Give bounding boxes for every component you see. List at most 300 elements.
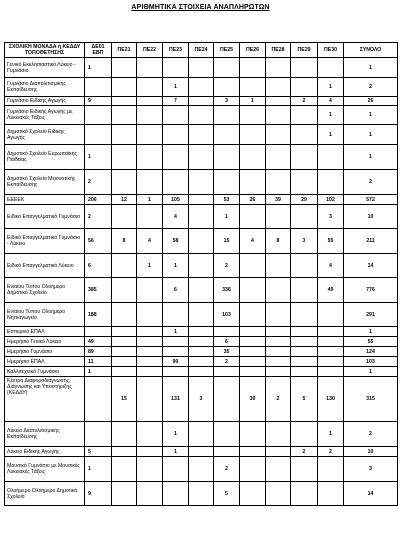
count-cell: 55 (318, 229, 344, 254)
count-cell (266, 205, 291, 229)
count-cell (318, 327, 344, 337)
count-cell (189, 254, 214, 278)
count-cell: 4 (163, 205, 189, 229)
row-total-cell: 2 (344, 78, 398, 97)
count-cell (137, 422, 163, 447)
count-cell (189, 327, 214, 337)
count-cell (112, 78, 137, 97)
count-cell (318, 367, 344, 377)
count-cell: 6 (85, 254, 112, 278)
school-unit-name: ΕΕΕΕΚ (5, 195, 85, 205)
count-cell (112, 337, 137, 347)
table-row (5, 97, 398, 106)
count-cell (189, 337, 214, 347)
count-cell (137, 170, 163, 195)
count-cell (85, 125, 112, 145)
count-cell: 8 (266, 229, 291, 254)
column-header: ΠΕ30 (318, 43, 344, 58)
count-cell: 1 (137, 195, 163, 205)
table-body (5, 58, 398, 506)
count-cell: 15 (112, 377, 137, 422)
count-cell: 3 (291, 229, 318, 254)
table-row (5, 482, 398, 506)
row-total-cell: 10 (344, 447, 398, 457)
count-cell (291, 278, 318, 303)
count-cell: 1 (240, 97, 266, 106)
count-cell (240, 303, 266, 327)
count-cell (112, 347, 137, 357)
count-cell (137, 58, 163, 78)
row-total-cell: 103 (344, 357, 398, 367)
count-cell (137, 278, 163, 303)
count-cell (112, 482, 137, 506)
count-cell: 1 (85, 58, 112, 78)
count-cell (240, 254, 266, 278)
school-unit-name: Ημερήσιο Γενικό Λύκειο (5, 337, 85, 347)
count-cell (112, 327, 137, 337)
count-cell (163, 367, 189, 377)
count-cell (266, 97, 291, 106)
count-cell (137, 482, 163, 506)
count-cell (318, 170, 344, 195)
count-cell (85, 422, 112, 447)
count-cell (240, 145, 266, 170)
count-cell (266, 457, 291, 482)
table-row (5, 278, 398, 303)
school-unit-name: Γυμνάσιο Ειδικής Αγωγής (5, 97, 85, 106)
count-cell (214, 106, 240, 125)
count-cell: 1 (163, 78, 189, 97)
row-total-cell: 1 (344, 367, 398, 377)
school-unit-name: Εσπερινό ΕΠΑΛ (5, 327, 85, 337)
count-cell: 2 (214, 254, 240, 278)
count-cell (318, 457, 344, 482)
row-total-cell: 211 (344, 229, 398, 254)
count-cell: 1 (163, 422, 189, 447)
school-unit-name: Γυμνάσιο Ειδικής Αγωγής με Λυκειακές Τάξεις (5, 106, 85, 125)
count-cell (112, 303, 137, 327)
count-cell (214, 78, 240, 97)
count-cell (266, 422, 291, 447)
count-cell (240, 78, 266, 97)
row-total-cell: 1 (344, 145, 398, 170)
count-cell (291, 327, 318, 337)
table-row (5, 447, 398, 457)
count-cell (189, 145, 214, 170)
count-cell (318, 347, 344, 357)
row-total-cell: 1 (344, 327, 398, 337)
table-row (5, 347, 398, 357)
header-row (5, 43, 398, 58)
count-cell (163, 106, 189, 125)
column-header: ΣΧΟΛΙΚΗ ΜΟΝΑΔΑ ή ΚΕΔΔΥ ΤΟΠΟΘΕΤΗΣΗΣ (5, 43, 85, 58)
count-cell (112, 106, 137, 125)
count-cell (189, 303, 214, 327)
count-cell (163, 125, 189, 145)
count-cell: 1 (163, 447, 189, 457)
column-header: ΠΕ25 (214, 43, 240, 58)
count-cell: 12 (112, 195, 137, 205)
count-cell (266, 78, 291, 97)
count-cell (214, 58, 240, 78)
school-unit-name: Γενικό Εκκλησιαστικό Λύκειο - Γυμνάσιο (5, 58, 85, 78)
table-row (5, 457, 398, 482)
count-cell: 35 (214, 347, 240, 357)
count-cell (291, 170, 318, 195)
row-total-cell: 55 (344, 337, 398, 347)
count-cell: 6 (214, 337, 240, 347)
count-cell (291, 457, 318, 482)
school-unit-name: Ολοήμερο Ολοήμερο Δημοτικό Σχολείο (5, 482, 85, 506)
count-cell (189, 97, 214, 106)
count-cell: 3 (189, 377, 214, 422)
count-cell: 90 (163, 357, 189, 367)
school-unit-name: Ενιαίου Τύπου Ολοήμερο Δημοτικό Σχολείο (5, 278, 85, 303)
column-header: ΠΕ24 (189, 43, 214, 58)
count-cell (318, 337, 344, 347)
count-cell: 3 (214, 97, 240, 106)
table-row (5, 422, 398, 447)
table-row (5, 367, 398, 377)
count-cell (266, 278, 291, 303)
count-cell (266, 125, 291, 145)
count-cell (240, 58, 266, 78)
document-title: ΑΡΙΘΜΗΤΙΚΑ ΣΤΟΙΧΕΙΑ ΑΝΑΠΛΗΡΩΤΩΝ (131, 4, 270, 11)
count-cell (163, 347, 189, 357)
count-cell (189, 78, 214, 97)
row-total-cell: 315 (344, 377, 398, 422)
count-cell (189, 205, 214, 229)
count-cell (112, 145, 137, 170)
column-header: ΠΕ26 (240, 43, 266, 58)
count-cell (189, 447, 214, 457)
count-cell (112, 447, 137, 457)
count-cell (266, 367, 291, 377)
count-cell (291, 482, 318, 506)
count-cell (291, 337, 318, 347)
count-cell (240, 106, 266, 125)
table-row (5, 337, 398, 347)
count-cell: 4 (240, 229, 266, 254)
count-cell: 1 (318, 422, 344, 447)
count-cell: 15 (214, 229, 240, 254)
count-cell (137, 377, 163, 422)
school-unit-name: Ειδικό Επαγγελματικό Γυμνάσιο (5, 205, 85, 229)
row-total-cell: 26 (344, 97, 398, 106)
count-cell (85, 78, 112, 97)
table-row (5, 78, 398, 97)
row-total-cell: 14 (344, 482, 398, 506)
table-row (5, 254, 398, 278)
count-cell (137, 303, 163, 327)
count-cell (240, 347, 266, 357)
count-cell (240, 457, 266, 482)
school-unit-name: Ημερήσιο ΕΠΑΛ (5, 357, 85, 367)
table-row (5, 106, 398, 125)
count-cell (266, 337, 291, 347)
count-cell (112, 125, 137, 145)
column-header: ΠΕ29 (291, 43, 318, 58)
school-unit-name: Μουσικό Γυμνάσιο με Μουσικές Λυκειακές Τάξεις (5, 457, 85, 482)
count-cell (266, 347, 291, 357)
substitutes-table (4, 42, 398, 506)
count-cell: 385 (85, 278, 112, 303)
count-cell: 1 (85, 457, 112, 482)
count-cell (112, 97, 137, 106)
count-cell (291, 58, 318, 78)
count-cell (318, 482, 344, 506)
row-total-cell: 291 (344, 303, 398, 327)
row-total-cell: 124 (344, 347, 398, 357)
count-cell (318, 357, 344, 367)
table-row (5, 125, 398, 145)
count-cell: 2 (85, 205, 112, 229)
count-cell (163, 145, 189, 170)
count-cell: 58 (163, 229, 189, 254)
count-cell: 2 (318, 447, 344, 457)
count-cell: 2 (85, 170, 112, 195)
count-cell (266, 170, 291, 195)
table-row (5, 377, 398, 422)
count-cell (189, 482, 214, 506)
count-cell: 56 (85, 229, 112, 254)
row-total-cell: 776 (344, 278, 398, 303)
count-cell: 39 (266, 195, 291, 205)
count-cell: 1 (214, 205, 240, 229)
count-cell: 49 (318, 278, 344, 303)
count-cell: 1 (318, 125, 344, 145)
count-cell (189, 367, 214, 377)
count-cell (85, 327, 112, 337)
count-cell (240, 125, 266, 145)
count-cell (240, 357, 266, 367)
column-header: ΠΕ23 (163, 43, 189, 58)
school-unit-name: Δημοτικό Σχολείο Ευρωπαϊκής Παιδείας (5, 145, 85, 170)
count-cell: 11 (85, 357, 112, 367)
count-cell: 206 (85, 195, 112, 205)
count-cell: 103 (214, 303, 240, 327)
table-row (5, 170, 398, 195)
count-cell (85, 377, 112, 422)
count-cell (240, 205, 266, 229)
count-cell (266, 303, 291, 327)
row-total-cell: 10 (344, 205, 398, 229)
count-cell: 1 (85, 367, 112, 377)
count-cell: 2 (291, 447, 318, 457)
count-cell: 2 (214, 457, 240, 482)
column-header: ΠΕ28 (266, 43, 291, 58)
count-cell (318, 303, 344, 327)
count-cell (214, 125, 240, 145)
count-cell: 3 (318, 205, 344, 229)
count-cell (112, 457, 137, 482)
count-cell: 9 (85, 97, 112, 106)
count-cell (266, 447, 291, 457)
count-cell (112, 170, 137, 195)
school-unit-name: Δημοτικό Σχολείο Ειδικής Αγωγής (5, 125, 85, 145)
count-cell (318, 58, 344, 78)
count-cell: 131 (163, 377, 189, 422)
count-cell (112, 58, 137, 78)
count-cell: 105 (163, 195, 189, 205)
count-cell (318, 145, 344, 170)
count-cell: 4 (137, 229, 163, 254)
count-cell (291, 357, 318, 367)
count-cell: 7 (163, 97, 189, 106)
count-cell: 2 (214, 357, 240, 367)
count-cell (163, 337, 189, 347)
count-cell (112, 357, 137, 367)
count-cell (189, 357, 214, 367)
count-cell (137, 347, 163, 357)
count-cell (137, 106, 163, 125)
count-cell (112, 367, 137, 377)
count-cell (291, 205, 318, 229)
count-cell (137, 447, 163, 457)
count-cell: 336 (214, 278, 240, 303)
count-cell (137, 97, 163, 106)
count-cell (137, 78, 163, 97)
count-cell: 26 (240, 195, 266, 205)
count-cell: 6 (163, 278, 189, 303)
count-cell (291, 422, 318, 447)
school-unit-name: Κέντρα Διαφοροδιάγνωσης, Διάγνωσης και Υποστήριξης (ΚΕΔΔΥ) (5, 377, 85, 422)
count-cell (189, 347, 214, 357)
count-cell (137, 457, 163, 482)
count-cell: 89 (85, 347, 112, 357)
count-cell (137, 125, 163, 145)
count-cell (189, 422, 214, 447)
count-cell (266, 254, 291, 278)
table-row (5, 58, 398, 78)
count-cell (240, 170, 266, 195)
count-cell (291, 78, 318, 97)
count-cell (214, 170, 240, 195)
row-total-cell: 14 (344, 254, 398, 278)
column-header: ΣΥΝΟΛΟ (344, 43, 398, 58)
count-cell (240, 422, 266, 447)
count-cell: 5 (291, 377, 318, 422)
count-cell: 188 (85, 303, 112, 327)
count-cell: 2 (266, 377, 291, 422)
count-cell (240, 482, 266, 506)
count-cell: 1 (318, 106, 344, 125)
count-cell (137, 357, 163, 367)
count-cell (112, 254, 137, 278)
count-cell: 5 (85, 447, 112, 457)
count-cell: 4 (318, 254, 344, 278)
count-cell (163, 482, 189, 506)
row-total-cell: 1 (344, 106, 398, 125)
count-cell (266, 357, 291, 367)
count-cell (240, 447, 266, 457)
row-total-cell: 1 (344, 125, 398, 145)
count-cell: 2 (291, 97, 318, 106)
count-cell (189, 170, 214, 195)
count-cell (189, 229, 214, 254)
count-cell (137, 205, 163, 229)
count-cell: 8 (112, 229, 137, 254)
count-cell: 49 (85, 337, 112, 347)
count-cell (189, 58, 214, 78)
count-cell (137, 145, 163, 170)
count-cell: 53 (214, 195, 240, 205)
count-cell (240, 367, 266, 377)
school-unit-name: Γυμνάσιο Διαπολιτισμικής Εκπαίδευσης (5, 78, 85, 97)
column-header: ΔΕ01 ΕΒΠ (85, 43, 112, 58)
school-unit-name: Καλλιτεχνικό Γυμνάσιο (5, 367, 85, 377)
count-cell: 1 (163, 254, 189, 278)
count-cell (266, 482, 291, 506)
count-cell: 29 (291, 195, 318, 205)
count-cell (163, 457, 189, 482)
table-row (5, 145, 398, 170)
count-cell (214, 447, 240, 457)
count-cell (291, 347, 318, 357)
row-total-cell: 2 (344, 170, 398, 195)
count-cell (137, 327, 163, 337)
count-cell (291, 106, 318, 125)
count-cell (112, 205, 137, 229)
count-cell (189, 457, 214, 482)
count-cell (291, 367, 318, 377)
count-cell (266, 145, 291, 170)
count-cell: 1 (163, 327, 189, 337)
count-cell (214, 327, 240, 337)
table-row (5, 205, 398, 229)
count-cell (266, 58, 291, 78)
count-cell (214, 367, 240, 377)
column-header: ΠΕ21 (112, 43, 137, 58)
count-cell: 1 (318, 78, 344, 97)
count-cell: 1 (85, 145, 112, 170)
count-cell: 1 (137, 254, 163, 278)
count-cell (266, 327, 291, 337)
count-cell (137, 337, 163, 347)
count-cell: 5 (214, 482, 240, 506)
count-cell (189, 278, 214, 303)
count-cell (189, 125, 214, 145)
table-row (5, 357, 398, 367)
count-cell (189, 195, 214, 205)
count-cell (291, 254, 318, 278)
count-cell (240, 327, 266, 337)
count-cell (112, 278, 137, 303)
school-unit-name: Ημερήσιο Γυμνάσιο (5, 347, 85, 357)
count-cell (240, 337, 266, 347)
count-cell: 130 (318, 377, 344, 422)
count-cell (214, 377, 240, 422)
count-cell: 102 (318, 195, 344, 205)
table-row (5, 303, 398, 327)
table-row (5, 327, 398, 337)
count-cell (240, 278, 266, 303)
row-total-cell: 572 (344, 195, 398, 205)
school-unit-name: Λύκειο Ειδικής Αγωγής (5, 447, 85, 457)
count-cell: 9 (85, 482, 112, 506)
column-header: ΠΕ22 (137, 43, 163, 58)
count-cell (214, 422, 240, 447)
count-cell: 30 (240, 377, 266, 422)
count-cell (112, 422, 137, 447)
count-cell: 4 (318, 97, 344, 106)
school-unit-name: Ενιαίου Τύπου Ολοήμερο Νηπιαγωγείο (5, 303, 85, 327)
row-total-cell: 1 (344, 58, 398, 78)
count-cell (85, 106, 112, 125)
school-unit-name: Ειδικό Επαγγελματικό Λύκειο (5, 254, 85, 278)
school-unit-name: Δημοτικό Σχολείο Μειονοτικής Εκπαίδευσης (5, 170, 85, 195)
count-cell (266, 106, 291, 125)
